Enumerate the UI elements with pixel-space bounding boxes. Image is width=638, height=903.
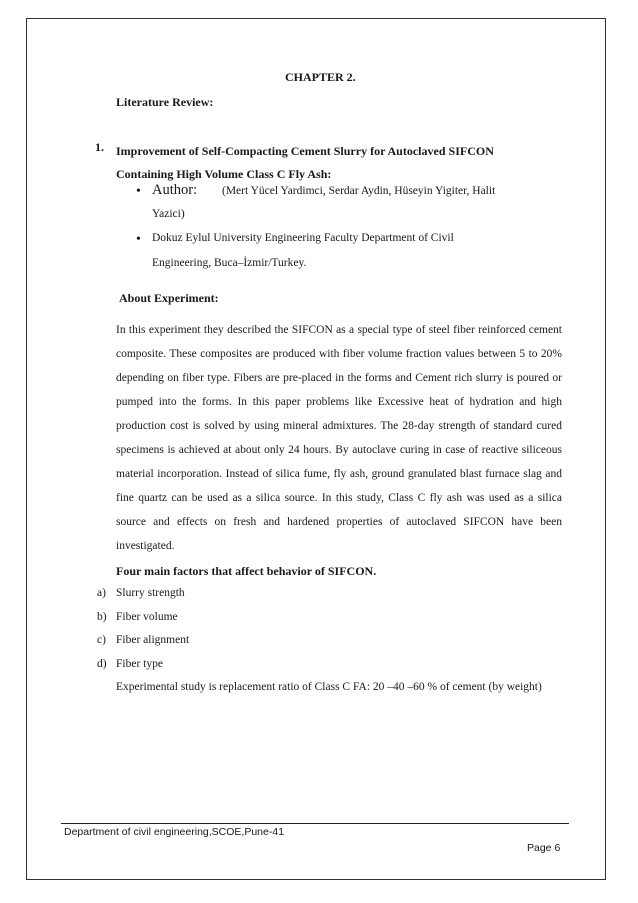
experimental-note: Experimental study is replacement ratio of Class C FA: 20 –40 –60 % of cement (by weight) xyxy=(116,681,542,693)
page-number: Page 6 xyxy=(527,842,561,854)
list-item xyxy=(97,653,189,677)
list-item xyxy=(97,582,189,606)
list-marker: b) xyxy=(97,610,107,623)
factors-list xyxy=(97,582,189,676)
author-names-cont: Yazici) xyxy=(152,208,185,220)
list-marker: c) xyxy=(97,634,106,646)
author-names: (Mert Yücel Yardimci, Serdar Aydin, Hüseyin Yigiter, Halit xyxy=(222,185,496,197)
list-text: Slurry strength xyxy=(116,587,185,599)
about-heading: About Experiment: xyxy=(119,291,219,305)
list-marker: a) xyxy=(97,587,106,599)
section-heading: Literature Review: xyxy=(116,95,214,109)
item-title: Improvement of Self-Compacting Cement Slurry for Autoclaved SIFCON Containing High Volume Class C Fly Ash: xyxy=(116,144,494,181)
list-text: Fiber type xyxy=(116,657,163,670)
footer-divider xyxy=(61,823,569,824)
affiliation: Dokuz Eylul University Engineering Faculty Department of Civil xyxy=(152,232,454,244)
list-marker: d) xyxy=(97,657,107,670)
affiliation-cont: Engineering, Buca–İzmir/Turkey. xyxy=(152,257,307,269)
about-paragraph: In this experiment they described the SIFCON as a special type of steel fiber reinforced cement composite. These composites are produced with fiber volume fraction values between 5 to 20% depending on fiber type. Fibers are pre-placed in the forms and Cement rich slurry is poured or pumped into the forms. In this paper problems like Excessive heat of hydration and high production cost is solved by using mineral admixtures. The 28-day strength of standard cured specimens is achieved at about only 24 hours. By autoclave curing in case of reactive siliceous material incorporation. Instead of silica fume, fly ash, ground granulated blast furnace slag and fine quartz can be used as a silica source. In this study, Class C fly ash was used as a silica source and effects on fresh and hardened properties of autoclaved SIFCON have been investigated. xyxy=(116,324,562,552)
footer-department: Department of civil engineering,SCOE,Pune-41 xyxy=(64,826,285,838)
item-number: 1. xyxy=(95,140,104,154)
list-text: Fiber alignment xyxy=(116,634,190,646)
bullet-dot-icon: • xyxy=(136,184,141,199)
factors-heading: Four main factors that affect behavior of SIFCON. xyxy=(116,564,377,578)
author-label: Author: xyxy=(152,182,198,198)
list-item xyxy=(97,629,189,653)
bullet-dot-icon: • xyxy=(136,232,141,247)
chapter-heading: CHAPTER 2. xyxy=(285,70,356,84)
list-text: Fiber volume xyxy=(116,610,178,623)
list-item xyxy=(97,606,189,630)
